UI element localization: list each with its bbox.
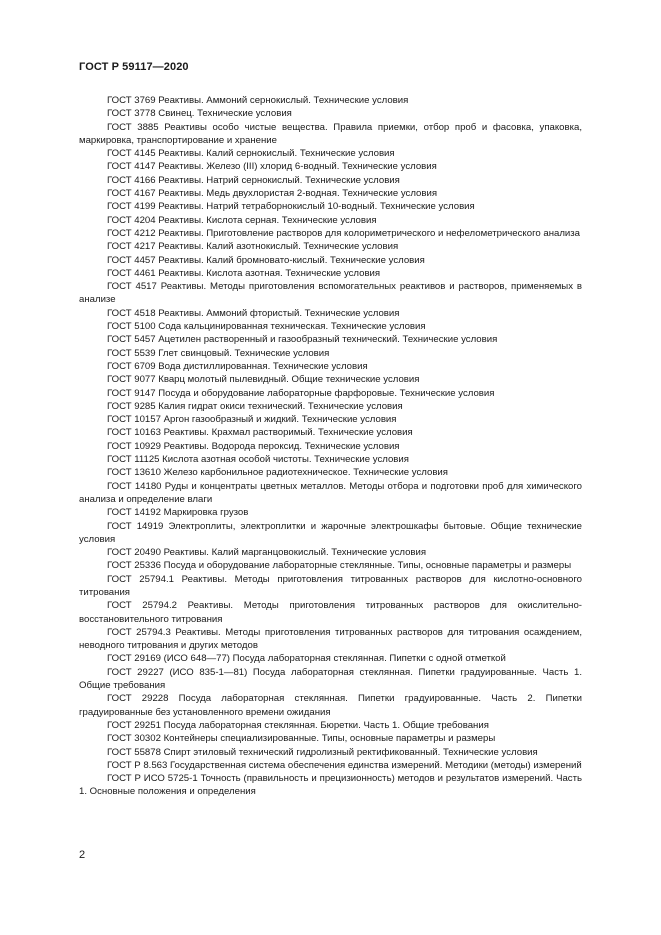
reference-item: ГОСТ 4145 Реактивы. Калий сернокислый. Технические условия: [107, 148, 395, 160]
reference-item: ГОСТ 14180 Руды и концентраты цветных металлов. Методы отбора и подготовки проб для химического анализа и определение влаги: [79, 480, 582, 505]
reference-item: ГОСТ 5457 Ацетилен растворенный и газообразный технический. Технические условия: [107, 334, 498, 346]
reference-item: ГОСТ 55878 Спирт этиловый технический гидролизный ректификованный. Технические условия: [107, 746, 538, 758]
reference-item: ГОСТ 4517 Реактивы. Методы приготовления вспомогательных реактивов и растворов, применяемых в анализе: [79, 281, 582, 306]
reference-item: ГОСТ 10163 Реактивы. Крахмал растворимый. Технические условия: [107, 427, 413, 439]
reference-item: ГОСТ 4166 Реактивы. Натрий сернокислый. Технические условия: [107, 174, 400, 186]
reference-item: ГОСТ 25336 Посуда и оборудование лабораторные стеклянные. Типы, основные параметры и размеры: [107, 560, 572, 572]
reference-item: ГОСТ 4518 Реактивы. Аммоний фтористый. Технические условия: [107, 307, 400, 319]
reference-item: ГОСТ 4199 Реактивы. Натрий тетраборнокислый 10-водный. Технические условия: [107, 201, 475, 213]
reference-item: ГОСТ Р 8.563 Государственная система обеспечения единства измерений. Методики (методы) измерений: [107, 759, 582, 771]
reference-item: ГОСТ 3885 Реактивы особо чистые вещества. Правила приемки, отбор проб и фасовка, упаковка, маркировка, транспортирование и хранение: [79, 121, 582, 146]
reference-item: ГОСТ 29228 Посуда лабораторная стеклянная. Пипетки градуированные. Часть 2. Пипетки градуированные без установленного времени ожидания: [79, 693, 582, 718]
reference-item: ГОСТ 25794.3 Реактивы. Методы приготовления титрованных растворов для титрования осаждением, неводного титрования и других методов: [79, 626, 582, 652]
reference-item: ГОСТ 4217 Реактивы. Калий азотнокислый. Технические условия: [107, 241, 399, 253]
reference-item: ГОСТ 4147 Реактивы. Железо (III) хлорид 6-водный. Технические условия: [107, 161, 437, 173]
reference-item: ГОСТ 25794.1 Реактивы. Методы приготовления титрованных растворов для кислотно-основного титрования: [79, 573, 582, 598]
reference-item: ГОСТ 5539 Глет свинцовый. Технические условия: [107, 347, 330, 359]
reference-item: ГОСТ 13610 Железо карбонильное радиотехническое. Технические условия: [107, 467, 448, 479]
page-number: 2: [79, 849, 86, 861]
reference-item: ГОСТ 3778 Свинец. Технические условия: [107, 108, 292, 120]
reference-item: ГОСТ 6709 Вода дистиллированная. Технические условия: [107, 360, 368, 372]
reference-item: ГОСТ 9147 Посуда и оборудование лабораторные фарфоровые. Технические условия: [107, 387, 495, 399]
document-header: ГОСТ Р 59117—2020: [79, 61, 189, 73]
reference-item: ГОСТ 4167 Реактивы. Медь двухлористая 2-водная. Технические условия: [107, 188, 438, 200]
reference-item: ГОСТ 29227 (ИСО 835-1—81) Посуда лабораторная стеклянная. Пипетки градуированные. Часть 1. Общие требования: [79, 666, 582, 692]
reference-item: ГОСТ 4457 Реактивы. Калий бромновато-кислый. Технические условия: [107, 254, 425, 266]
reference-item: ГОСТ 14192 Маркировка грузов: [107, 507, 249, 519]
reference-item: ГОСТ 11125 Кислота азотная особой чистоты. Технические условия: [107, 454, 409, 466]
reference-item: ГОСТ 29169 (ИСО 648—77) Посуда лабораторная стеклянная. Пипетки с одной отметкой: [107, 653, 506, 665]
reference-item: ГОСТ 5100 Сода кальцинированная техническая. Технические условия: [107, 321, 426, 333]
reference-item: ГОСТ 9285 Калия гидрат окиси технический. Технические условия: [107, 400, 403, 412]
reference-item: ГОСТ 10929 Реактивы. Водорода пероксид. Технические условия: [107, 440, 400, 452]
normative-references-list: [79, 94, 582, 799]
reference-item: ГОСТ Р ИСО 5725-1 Точность (правильность и прецизионность) методов и результатов измерений. Часть 1. Основные положения и определения: [79, 773, 582, 798]
reference-item: ГОСТ 4212 Реактивы. Приготовление растворов для колориметрического и нефелометрического анализа: [107, 227, 581, 239]
reference-item: ГОСТ 3769 Реактивы. Аммоний сернокислый. Технические условия: [107, 95, 409, 106]
reference-item: ГОСТ 20490 Реактивы. Калий марганцовокислый. Технические условия: [107, 547, 427, 559]
reference-item: ГОСТ 14919 Электроплиты, электроплитки и жарочные электрошкафы бытовые. Общие технические условия: [79, 520, 582, 545]
reference-item: ГОСТ 4461 Реактивы. Кислота азотная. Технические условия: [107, 267, 381, 279]
reference-item: ГОСТ 4204 Реактивы. Кислота серная. Технические условия: [107, 214, 377, 226]
reference-item: ГОСТ 30302 Контейнеры специализированные. Типы, основные параметры и размеры: [107, 733, 496, 745]
reference-item: ГОСТ 25794.2 Реактивы. Методы приготовления титрованных растворов для окислительно-восстановительного титрования: [79, 600, 582, 625]
reference-item: ГОСТ 29251 Посуда лабораторная стеклянная. Бюретки. Часть 1. Общие требования: [107, 719, 489, 731]
reference-item: ГОСТ 9077 Кварц молотый пылевидный. Общие технические условия: [107, 374, 420, 386]
reference-item: ГОСТ 10157 Аргон газообразный и жидкий. Технические условия: [107, 414, 397, 426]
